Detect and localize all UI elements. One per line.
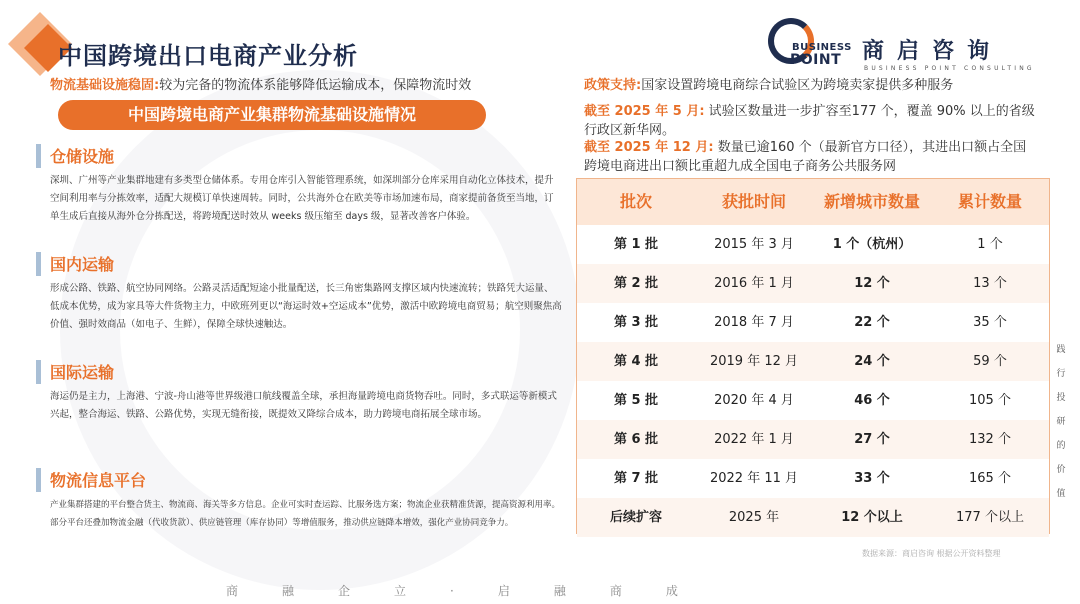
may-text: 试验区数量进一步扩容至177 个，覆盖 90% 以上的省级行政区新华网。 xyxy=(584,104,1035,138)
cell-cumulative: 13 个 xyxy=(973,276,1007,291)
cell-date: 2022 年 1 月 xyxy=(714,432,794,447)
section-banner: 中国跨境电商产业集群物流基础设施情况 xyxy=(58,100,486,130)
cell-batch: 第 3 批 xyxy=(613,315,659,330)
policy-line xyxy=(584,76,1044,95)
vertical-slogan: 践行投研的价值 xyxy=(1056,345,1066,499)
cell-new-cities: 22 个 xyxy=(854,315,890,330)
cell-cumulative: 35 个 xyxy=(973,315,1007,330)
table-row xyxy=(577,264,1049,303)
table-row xyxy=(577,381,1049,420)
lead-highlight: 物流基础设施稳固: xyxy=(50,78,160,93)
logo-en-top: BUSINESS xyxy=(792,42,852,53)
dec-line xyxy=(584,138,1039,176)
cell-batch: 第 2 批 xyxy=(613,276,659,291)
table-row xyxy=(577,498,1049,537)
header-cumulative: 累计数量 xyxy=(957,192,1022,211)
header-new-cities: 新增城市数量 xyxy=(823,192,920,211)
policy-highlight: 政策支持: xyxy=(584,78,642,93)
section-title: 国际运输 xyxy=(50,363,115,382)
cell-cumulative: 1 个 xyxy=(977,237,1003,252)
section-bar xyxy=(36,360,41,384)
lead-statement xyxy=(50,74,471,93)
cell-date: 2019 年 12 月 xyxy=(709,354,799,369)
header-batch: 批次 xyxy=(619,192,652,211)
cell-batch: 第 4 批 xyxy=(613,354,659,369)
section-title: 物流信息平台 xyxy=(50,471,147,490)
section-title: 仓储设施 xyxy=(50,147,115,166)
cell-date: 2018 年 7 月 xyxy=(714,315,794,330)
table-row xyxy=(577,303,1049,342)
section-title: 国内运输 xyxy=(50,255,115,274)
table-row xyxy=(577,459,1049,498)
cell-date: 2022 年 11 月 xyxy=(709,471,799,486)
cell-batch: 第 7 批 xyxy=(613,471,659,486)
cell-batch: 后续扩容 xyxy=(609,510,662,525)
section-bar xyxy=(36,144,41,168)
cell-date: 2015 年 3 月 xyxy=(714,237,794,252)
table-row xyxy=(577,342,1049,381)
cell-date: 2020 年 4 月 xyxy=(714,393,794,408)
cell-cumulative: 59 个 xyxy=(973,354,1007,369)
pilot-zone-table xyxy=(576,178,1050,534)
section-bar xyxy=(36,468,41,492)
page-title: 中国跨境出口电商产业分析 xyxy=(58,42,358,70)
policy-text: 国家设置跨境电商综合试验区为跨境卖家提供多种服务 xyxy=(641,78,954,93)
cell-new-cities: 33 个 xyxy=(854,471,890,486)
logo-en-bottom: POINT xyxy=(790,52,842,68)
cell-batch: 第 6 批 xyxy=(613,432,659,447)
cell-cumulative: 132 个 xyxy=(969,432,1011,447)
cell-cumulative: 177 个以上 xyxy=(956,510,1024,525)
cell-date: 2025 年 xyxy=(728,510,780,525)
cell-new-cities: 27 个 xyxy=(854,432,890,447)
table-header xyxy=(577,179,1049,225)
lead-text: 较为完备的物流体系能够降低运输成本，保障物流时效 xyxy=(159,78,472,93)
table-row xyxy=(577,225,1049,264)
table-row xyxy=(577,420,1049,459)
section-body: 海运仍是主力，上海港、宁波-舟山港等世界级港口航线覆盖全球，承担海量跨境电商货物吞吐。同时，多式联运等新模式兴起，整合海运、铁路、公路优势，实现无缝衔接，既提效又降综合成本，助力跨境电商拓展全球市场。 xyxy=(50,391,557,420)
cell-date: 2016 年 1 月 xyxy=(714,276,794,291)
section-body: 深圳、广州等产业集群地建有多类型仓储体系。专用仓库引入智能管理系统，如深圳部分仓库采用自动化立体技术，提升空间利用率与分拣效率，适配大规模订单快速周转。同时，公共海外仓在欧美等市场加速布局，商家提前备货至当地，订单生成后直接从海外仓分拣配送，将跨境配送时效从 weeks 级压缩至 days 级，显著改善客户体验。 xyxy=(50,175,554,222)
cell-new-cities: 12 个 xyxy=(854,276,890,291)
may-highlight: 截至 2025 年 5 月: xyxy=(584,104,705,119)
may-line xyxy=(584,102,1039,140)
section-bar xyxy=(36,252,41,276)
cell-cumulative: 165 个 xyxy=(969,471,1011,486)
data-source-note: 数据来源：商启咨询 根据公开资料整理 xyxy=(862,549,1001,558)
logo-cn: 商启咨询 xyxy=(862,39,1003,64)
cell-new-cities: 12 个以上 xyxy=(841,510,903,525)
cell-batch: 第 5 批 xyxy=(613,393,659,408)
cell-new-cities: 46 个 xyxy=(854,393,890,408)
cell-cumulative: 105 个 xyxy=(969,393,1011,408)
logo-en-full: BUSINESS POINT CONSULTING xyxy=(864,65,1035,72)
cell-new-cities: 1 个（杭州） xyxy=(832,237,912,252)
dec-highlight: 截至 2025 年 12 月: xyxy=(584,140,714,155)
section-body: 形成公路、铁路、航空协同网络。公路灵活适配短途小批量配送，长三角密集路网支撑区域内快速流转；铁路凭大运量、低成本优势，成为家具等大件货物主力，中欧班列更以“海运时效+空运成本”优势，激活中欧跨境电商贸易；航空则聚焦高价值、强时效商品（如电子、生鲜），保障全球快速触达。 xyxy=(50,283,562,330)
cell-batch: 第 1 批 xyxy=(613,237,659,252)
cell-new-cities: 24 个 xyxy=(854,354,890,369)
section-body: 产业集群搭建的平台整合货主、物流商、海关等多方信息。企业可实时查运踪、比服务选方案；物流企业获精准货源，提高资源利用率。部分平台还叠加物流金融（代收货款）、供应链管理（库存协同）等增值服务，推动供应链降本增效，强化产业协同竞争力。 xyxy=(50,500,561,528)
dec-text: 数量已逾160 个（最新官方口径），其进出口额占全国跨境电商进出口额比重超九成全国电子商务公共服务网 xyxy=(584,140,1027,174)
header-date: 获批时间 xyxy=(721,192,786,211)
footer-slogan: 商融企立·启融商成 xyxy=(226,584,722,598)
